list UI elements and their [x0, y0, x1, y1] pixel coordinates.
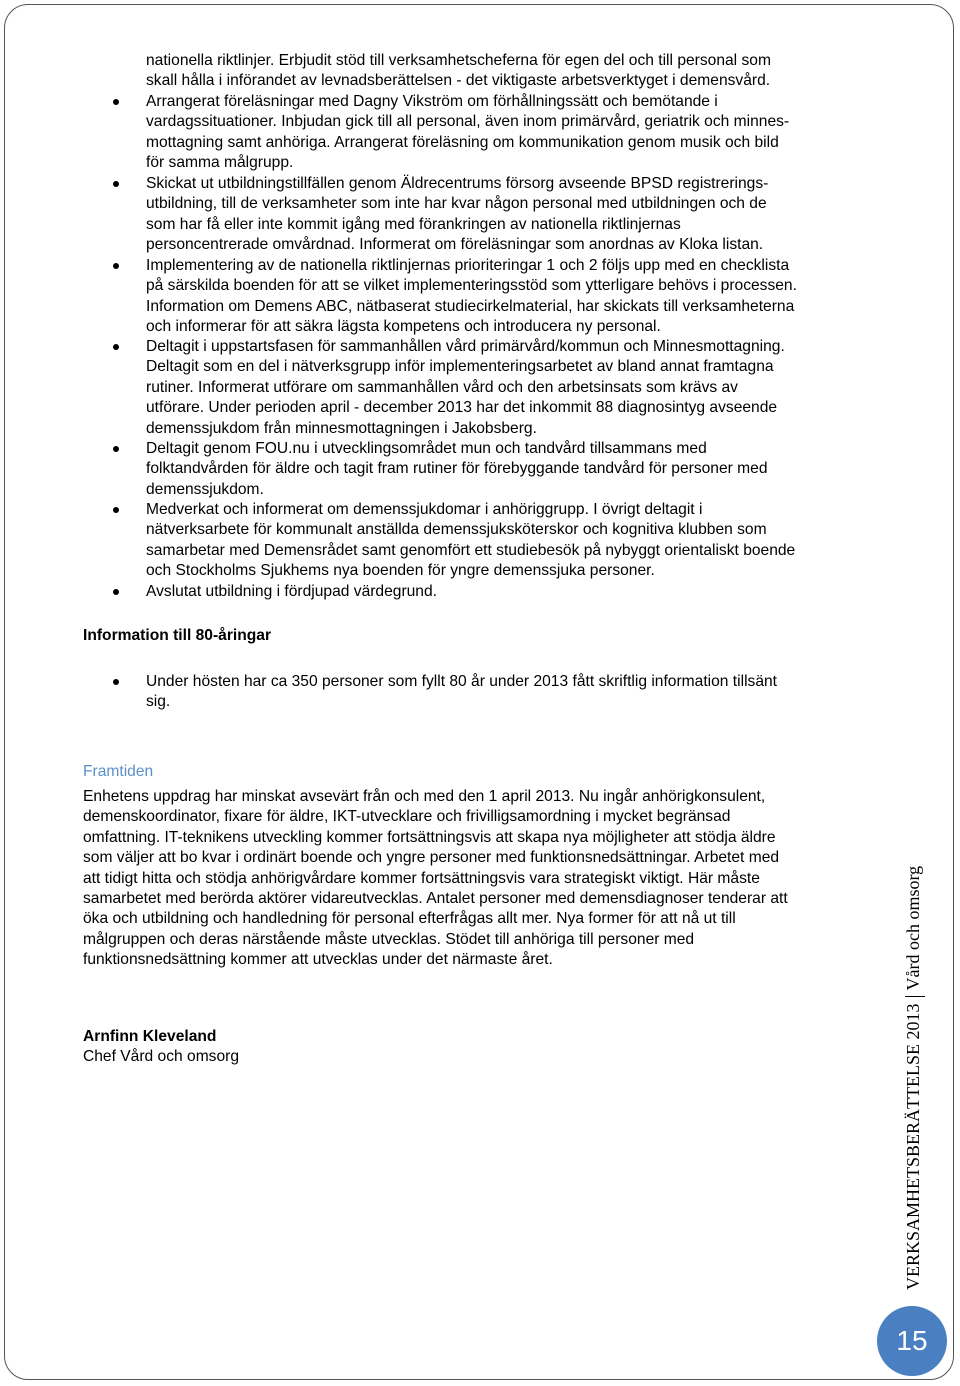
section-heading: Framtiden [83, 763, 154, 780]
text-line: folktandvården för äldre och tagit fram rutiner för förebyggande tandvård för personer med [146, 460, 768, 478]
text-line: öka och utbildning och handledning för personal efterfrågas allt mer. Nya former för att nå ut till [83, 910, 736, 928]
text-line: nätverksarbete för kommunalt anställda demenssjuksköterskor och kognitiva klubben som [146, 521, 767, 539]
side-label-separator [905, 996, 925, 997]
text-line: vardagssituationer. Inbjudan gick till all personal, även inom primärvård, geriatrik och minnes- [146, 113, 790, 131]
list-item [146, 256, 797, 338]
text-line: för samma målgrupp. [146, 154, 294, 172]
text-line: och informerar för att säkra lägsta kompetens och introducera ny personal. [146, 318, 661, 336]
text-line: rutiner. Informerat utförare om sammanhållen vård och den arbetsinsats som krävs av [146, 378, 738, 396]
text-line: Under hösten har ca 350 personer som fyllt 80 år under 2013 fått skriftlig information tillsänt [146, 673, 778, 690]
bullet-dot [113, 344, 119, 350]
text-line: Deltagit genom FOU.nu i utvecklingsområdet mun och tandvård tillsammans med [146, 440, 707, 457]
text-line: samarbetar med Demensrådet samt genomfört ett studiebesök på nybyggt orientaliskt boende [146, 541, 796, 559]
list-item [146, 92, 789, 174]
text-line: Information om Demens ABC, nätbaserat studiecirkelmaterial, har skickats till verksamheterna [146, 297, 795, 315]
text-line: som har få eller inte kommit igång med förankringen av nationella riktlinjernas [146, 215, 681, 233]
text-line: samarbetet med berörda aktörer vidareutvecklas. Antalet personer med demensdiagnoser tenderar att [83, 890, 788, 908]
bullet-dot [113, 99, 119, 105]
text-line: Medverkat och informerat om demenssjukdomar i anhöriggrupp. I övrigt deltagit i [146, 501, 703, 518]
text-line: nationella riktlinjer. Erbjudit stöd till verksamhetscheferna för egen del och till personal som [146, 52, 771, 69]
signature [83, 1027, 239, 1068]
list-item [146, 439, 768, 500]
text-line: Deltagit i uppstartsfasen för sammanhållen vård primärvård/kommun och Minnesmottagning. [146, 338, 785, 355]
text-line: mottagning samt anhöriga. Arrangerat föreläsning om kommunikation genom musik och bild [146, 133, 779, 151]
side-label-section: Vård och omsorg [903, 865, 923, 991]
text-line: omfattning. IT-teknikens utveckling kommer fortsättningsvis att skapa nya möjligheter att stödja äldre [83, 828, 776, 846]
bullet-dot [113, 263, 119, 269]
text-line: sig. [146, 693, 171, 711]
bullet-dot [113, 679, 119, 685]
text-line: utbildning, till de verksamheter som inte har kvar någon personal med utbildningen och de [146, 195, 767, 213]
text-line: att tidigt hitta och stödja anhörigvårdare kommer fortsättningsvis vara strategiskt viktigt. Här måste [83, 869, 760, 887]
bullet-dot [113, 589, 119, 595]
signature-title: Chef Vård och omsorg [83, 1048, 240, 1066]
continuation-text [146, 51, 771, 92]
future-paragraph [83, 787, 788, 971]
text-line: demenskoordinator, fixare för äldre, IKT-utvecklare och frivilligsamordning i mycket begränsad [83, 808, 731, 826]
text-line: funktionsnedsättning kommer att utvecklas under det närmaste året. [83, 951, 553, 969]
text-line: Enhetens uppdrag har minskat avsevärt från och med den 1 april 2013. Nu ingår anhörigkonsulent, [83, 788, 766, 805]
text-line: Arrangerat föreläsningar med Dagny Vikström om förhållningssätt och bemötande i [146, 93, 718, 110]
page-number: 15 [877, 1306, 947, 1376]
text-line: Skickat ut utbildningstillfällen genom Äldrecentrums försorg avseende BPSD registrerings- [146, 175, 769, 192]
section-heading: Information till 80-åringar [83, 627, 272, 644]
list-item [146, 500, 795, 582]
text-line: demenssjukdom från minnesmottagningen i Jakobsberg. [146, 419, 537, 437]
text-line: på särskilda boenden för att se vilket implementeringsstöd som ytterligare behövs i processen. [146, 277, 797, 295]
signature-name: Arnfinn Kleveland [83, 1028, 217, 1045]
bullet-dot [113, 181, 119, 187]
bullet-dot [113, 446, 119, 452]
side-label [895, 850, 931, 1290]
text-line: personcentrerade omvårdnad. Informerat om föreläsningar som anordnas av Kloka listan. [146, 236, 764, 254]
list-item [146, 174, 768, 256]
text-line: som väljer att bo kvar i ordinärt boende och yngre personer med funktionsnedsättningar. Arbetet med [83, 849, 780, 867]
text-line: Implementering av de nationella riktlinjernas prioriteringar 1 och 2 följs upp med en checklista [146, 257, 790, 274]
text-line: Avslutat utbildning i fördjupad värdegrund. [146, 583, 437, 600]
text-line: demenssjukdom. [146, 480, 264, 498]
text-line: utförare. Under perioden april - december 2013 har det inkommit 88 diagnosintyg avseende [146, 399, 778, 417]
list-item [146, 582, 437, 602]
bullet-dot [113, 507, 119, 513]
text-line: målgruppen och deras närstående måste utvecklas. Stödet till anhöriga till personer med [83, 930, 695, 948]
text-line: skall hålla i införandet av levnadsberättelsen - det viktigaste arbetsverktyget i demensvård. [146, 72, 771, 90]
text-line: Deltagit som en del i nätverksgrupp inför implementeringsarbetet av bland annat framtagna [146, 358, 774, 376]
side-label-report: VERKSAMHETSBERÄTTELSE 2013 [903, 1003, 923, 1290]
list-item [146, 337, 785, 439]
list-item [146, 672, 777, 713]
text-line: och Stockholms Sjukhems nya boenden för yngre demenssjuka personer. [146, 562, 655, 580]
